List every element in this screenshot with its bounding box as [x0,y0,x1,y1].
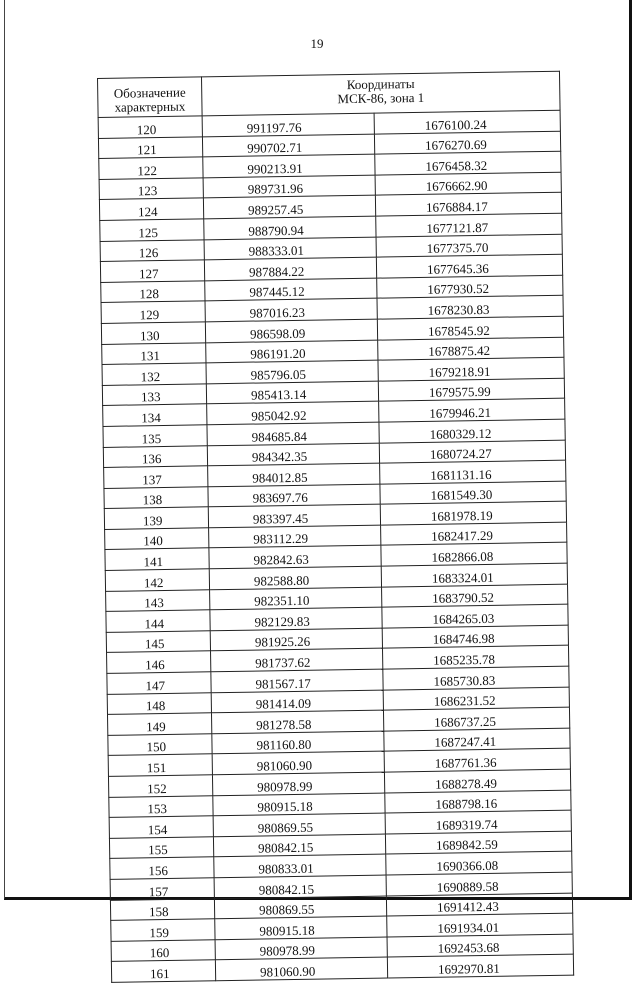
point-number-cell: 121 [98,136,202,158]
point-number-cell: 136 [103,445,207,467]
coordinate-x-cell: 983112.29 [209,525,381,548]
coordinate-x-cell: 980833.01 [214,854,386,877]
coordinate-x-cell: 983697.76 [208,484,380,507]
coordinate-x-cell: 986191.20 [206,340,378,363]
coordinate-x-cell: 980978.99 [212,772,384,795]
point-number-cell: 142 [105,569,209,591]
coordinate-y-cell: 1679218.91 [378,357,564,381]
coordinate-x-cell: 987016.23 [205,298,377,321]
coordinates-header-system: МСК-86, зона 1 [337,89,425,107]
coordinate-y-cell: 1686737.25 [383,707,569,731]
point-number-cell: 131 [102,342,206,364]
coordinate-y-cell: 1690889.58 [386,872,572,896]
coordinate-y-cell: 1681131.16 [380,460,566,484]
coordinate-x-cell: 984342.35 [207,443,379,466]
coordinate-x-cell: 991197.76 [202,113,374,136]
point-number-cell: 141 [105,548,209,570]
coordinate-y-cell: 1690366.08 [386,852,572,876]
point-number-cell: 153 [109,795,213,817]
point-number-cell: 150 [108,734,212,756]
coordinate-y-cell: 1689842.59 [385,831,571,855]
coordinate-y-cell: 1691412.43 [386,893,572,917]
coordinate-x-cell: 980915.18 [215,916,387,939]
coordinate-y-cell: 1691934.01 [387,913,573,937]
point-number-cell: 126 [100,239,204,261]
point-number-cell: 146 [107,651,211,673]
coordinate-x-cell: 981737.62 [211,649,383,672]
point-number-cell: 160 [111,940,215,962]
coordinate-x-cell: 988333.01 [204,237,376,260]
point-number-cell: 120 [98,116,202,138]
coordinate-x-cell: 981160.80 [212,731,384,754]
coordinate-y-cell: 1676662.90 [375,172,561,196]
coordinate-y-cell: 1682417.29 [381,522,567,546]
coordinate-x-cell: 984685.84 [207,422,379,445]
coordinate-x-cell: 990213.91 [203,154,375,177]
point-number-cell: 148 [107,692,211,714]
point-number-cell: 134 [103,404,207,426]
point-number-cell: 128 [101,281,205,303]
point-number-cell: 155 [109,837,213,859]
coordinate-y-cell: 1679946.21 [379,399,565,423]
coordinate-x-cell: 980842.15 [213,834,385,857]
coordinate-x-cell: 986598.09 [205,319,377,342]
coordinate-y-cell: 1678545.92 [377,316,563,340]
designation-header-label: Обозначение характерных [113,84,186,115]
page-number: 19 [310,36,324,51]
point-number-cell: 132 [102,363,206,385]
coordinate-y-cell: 1688798.16 [385,790,571,814]
coordinate-x-cell: 985413.14 [206,381,378,404]
coordinate-y-cell: 1676884.17 [375,193,561,217]
coordinate-x-cell: 981278.58 [211,710,383,733]
point-number-cell: 154 [109,816,213,838]
coordinate-y-cell: 1692970.81 [387,954,573,978]
point-number-cell: 133 [102,384,206,406]
coordinate-x-cell: 988790.94 [204,216,376,239]
designation-header [98,77,203,118]
coordinate-x-cell: 980842.15 [214,875,386,898]
point-number-cell: 144 [106,610,210,632]
coordinate-x-cell: 983397.45 [208,504,380,527]
point-number-cell: 125 [100,219,204,241]
coordinate-y-cell: 1679575.99 [378,378,564,402]
coordinate-x-cell: 980978.99 [215,937,387,960]
coordinate-y-cell: 1685235.78 [382,646,568,670]
coordinate-x-cell: 981414.09 [211,690,383,713]
coordinate-y-cell: 1677930.52 [377,275,563,299]
point-number-cell: 130 [101,322,205,344]
coordinates-table [97,71,574,983]
coordinate-y-cell: 1692453.68 [387,934,573,958]
coordinate-x-cell: 981925.26 [210,628,382,651]
coordinate-y-cell: 1681549.30 [380,481,566,505]
coordinate-x-cell: 987884.22 [204,257,376,280]
coordinate-x-cell: 982588.80 [209,566,381,589]
point-number-cell: 129 [101,301,205,323]
coordinate-x-cell: 981060.90 [215,957,387,980]
coordinate-y-cell: 1687247.41 [384,728,570,752]
coordinate-y-cell: 1676270.69 [374,131,560,155]
coordinate-x-cell: 982129.83 [210,607,382,630]
coordinate-x-cell: 980869.55 [214,896,386,919]
point-number-cell: 161 [111,960,215,982]
coordinate-x-cell: 985042.92 [207,401,379,424]
point-number-cell: 149 [108,713,212,735]
coordinate-y-cell: 1689319.74 [385,810,571,834]
coordinate-y-cell: 1676100.24 [374,110,560,134]
coordinate-y-cell: 1688278.49 [384,769,570,793]
coordinate-x-cell: 980915.18 [213,793,385,816]
coordinate-y-cell: 1677121.87 [376,213,562,237]
coordinate-x-cell: 982351.10 [210,587,382,610]
point-number-cell: 140 [105,528,209,550]
point-number-cell: 151 [108,754,212,776]
coordinate-x-cell: 982842.63 [209,546,381,569]
coordinate-x-cell: 980869.55 [213,813,385,836]
point-number-cell: 156 [110,857,214,879]
coordinate-y-cell: 1676458.32 [375,151,561,175]
coordinate-x-cell: 985796.05 [206,360,378,383]
coordinate-y-cell: 1677645.36 [376,254,562,278]
document-page [4,0,632,982]
coordinate-y-cell: 1684265.03 [382,604,568,628]
coordinate-y-cell: 1681978.19 [380,501,566,525]
coordinates-table-wrapper [97,71,573,983]
point-number-cell: 145 [106,631,210,653]
point-number-cell: 135 [103,425,207,447]
coordinates-header [201,71,560,116]
coordinate-y-cell: 1686231.52 [383,687,569,711]
coordinate-x-cell: 989731.96 [203,175,375,198]
coordinate-y-cell: 1682866.08 [381,543,567,567]
coordinate-x-cell: 990702.71 [202,134,374,157]
point-number-cell: 147 [107,672,211,694]
coordinates-table-body [98,110,574,982]
coordinate-y-cell: 1677375.70 [376,234,562,258]
point-number-cell: 124 [99,198,203,220]
point-number-cell: 143 [106,589,210,611]
coordinate-y-cell: 1683324.01 [381,563,567,587]
coordinate-x-cell: 981060.90 [212,751,384,774]
point-number-cell: 122 [99,157,203,179]
coordinate-x-cell: 984012.85 [208,463,380,486]
coordinate-y-cell: 1687761.36 [384,749,570,773]
point-number-cell: 157 [110,878,214,900]
point-number-cell: 139 [104,507,208,529]
point-number-cell: 137 [104,466,208,488]
point-number-cell: 123 [99,178,203,200]
point-number-cell: 127 [100,260,204,282]
coordinate-x-cell: 981567.17 [211,669,383,692]
point-number-cell: 138 [104,486,208,508]
point-number-cell: 158 [110,898,214,920]
coordinate-y-cell: 1678875.42 [378,337,564,361]
coordinate-x-cell: 987445.12 [205,278,377,301]
coordinate-y-cell: 1683790.52 [382,584,568,608]
point-number-cell: 152 [108,775,212,797]
coordinates-header-title: Координаты [346,76,415,93]
coordinate-y-cell: 1680329.12 [379,419,565,443]
coordinate-x-cell: 989257.45 [203,196,375,219]
coordinate-y-cell: 1680724.27 [379,440,565,464]
coordinate-y-cell: 1684746.98 [382,625,568,649]
coordinate-y-cell: 1685730.83 [383,666,569,690]
point-number-cell: 159 [111,919,215,941]
coordinate-y-cell: 1678230.83 [377,296,563,320]
